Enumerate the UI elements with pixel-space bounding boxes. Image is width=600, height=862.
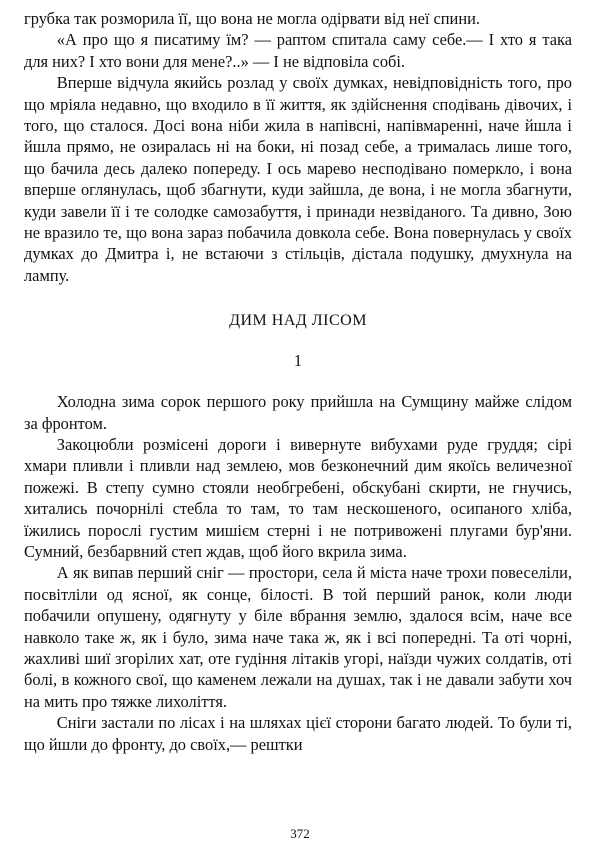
paragraph: А як випав перший сніг — простори, села й міста наче трохи повеселіли, посвітліли од ясної, як сонце, білості. В той перший ранок, коли люди побачили опушену, одягнуту у біле вбрання землю, здалося всім, наче все навколо таке ж, як і було, зима наче така ж, як і всі попередні. Та оті чорні, жахливі шиї згорілих хат, оте гудіння літаків угорі, наїзди чужих солдатів, оті болі, в кожного свої, що каменем лежали на душах, так і не давали забути хоч на мить про тяжке лихоліття. [24, 563, 572, 711]
paragraph: Сніги застали по лісах і на шляхах цієї сторони багато людей. То були ті, що йшли до фронту, до своїх,— рештки [24, 713, 572, 754]
section-number: 1 [293, 350, 303, 370]
paragraph: Холодна зима сорок першого року прийшла на Сумщину майже слідом за фронтом. [24, 392, 572, 433]
page-number: 372 [290, 826, 310, 841]
paragraph: Закоцюбли розмісені дороги і вивернуте вибухами руде груддя; сірі хмари пливли і пливли над землею, мов безконечний дим якоїсь величезної пожежі. В степу сумно стояли необгребені, обскубані скирти, не гнучись, хитались почорнілі стебла то там, то там нескошеного, осипаного хліба, їжились порослі густим мишієм стерні і не потривожені плугами бур'яни. Сумний, безбарвний степ ждав, щоб його вкрила зима. [24, 434, 572, 561]
book-page [24, 8, 572, 755]
chapter-title: ДИМ НАД ЛІСОМ [229, 312, 367, 330]
paragraph: Вперше відчула якийсь розлад у своїх думках, невідповідність того, про що мріяла недавно, що входило в її життя, як здійснення сподівань дівочих, і того, що сталося. Досі вона ніби жила в напівсні, напівмаренні, наче йшла і йшла прямо, не озиралась ні на боки, ні позад себе, а трималась лише того, що бачила десь далеко попереду. І ось марево несподівано померкло, і вона вперше оглянулась, щоб збагнути, куди зайшла, де вона, і не могла збагнути, куди завели її і те солодке самозабуття, і принади незвіданого. Та дивно, Зою не вразило те, що вона зараз побачила довкола себе. Вона повернулась у своїх думках до Дмитра і, не встаючи з стільців, дістала подушку, дмухнула на лампу. [24, 73, 572, 285]
paragraph: «А про що я писатиму їм? — раптом спитала саму себе.— І хто я така для них? І хто вони для мене?..» — І не відповіла собі. [24, 30, 572, 71]
paragraph: грубка так розморила її, що вона не могла одірвати від неї спини. [24, 9, 480, 28]
